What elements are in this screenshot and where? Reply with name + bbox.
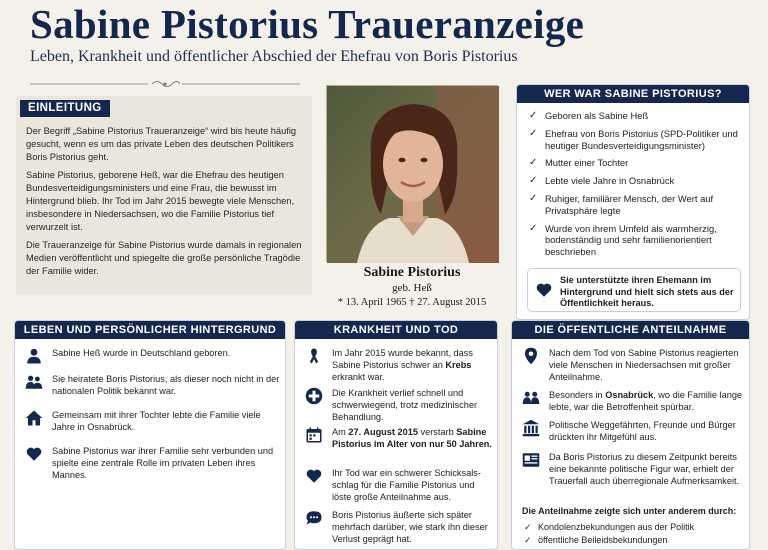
newspaper-icon xyxy=(522,451,540,469)
life-item-text: Gemeinsam mit ihrer Tochter lebte die Familie viele Jahre in Osnabrück. xyxy=(52,410,261,433)
who-list-item: ✓ Mutter einer Tochter xyxy=(527,157,747,169)
life-item-text: Sabine Heß wurde in Deutschland geboren. xyxy=(52,348,231,358)
portrait-name: Sabine Pistorius xyxy=(363,265,461,280)
intro-heading: EINLEITUNG xyxy=(20,100,110,117)
couple-icon xyxy=(25,373,43,391)
who-note-text: Sie unterstützte ihren Ehemann im Hintergrund und hielt sich stets aus der Öffentlichkeit heraus. xyxy=(560,275,734,308)
public-item-text: Politische Weggefährten, Freunde und Bürger drückten ihr Mitgefühl aus. xyxy=(549,420,736,443)
who-list-item: ✓ Geboren als Sabine Heß xyxy=(527,110,747,122)
illness-item-text: Die Krankheit verlief schnell und schwerwiegend, trotz medizinischer Behandlung. xyxy=(332,388,478,423)
intro-paragraph-3: Die Traueranzeige für Sabine Pistorius wurde damals in regionalen Medien veröffentlicht und spiegelte die große persönliche Tragödie der Familie wider. xyxy=(26,240,302,276)
ornament-divider xyxy=(30,78,300,90)
speech-bubble-icon xyxy=(305,509,323,527)
heart-icon xyxy=(305,467,323,485)
group-icon xyxy=(522,389,540,407)
public-list-item: ✓ Kondolenzbekundungen aus der Politik xyxy=(522,521,694,533)
public-list xyxy=(522,521,694,547)
public-item-text: Nach dem Tod von Sabine Pistorius reagierten viele Menschen in Niedersachsen mit großer Anteilnahme. xyxy=(549,348,739,383)
house-icon xyxy=(25,409,43,427)
portrait-dates: * 13. April 1965 † 27. August 2015 xyxy=(337,297,487,308)
ribbon-icon xyxy=(305,347,323,365)
who-list-item: ✓ Ehefrau von Boris Pistorius (SPD-Politiker und heutiger Bundesverteidigungsminister) xyxy=(527,128,747,152)
illness-item-text: Am 27. August 2015 verstarb Sabine Pistorius im Alter von nur 50 Jahren. xyxy=(332,427,492,450)
who-list-item: ✓ Wurde von ihrem Umfeld als warmherzig, bodenständig und sehr familienorientiert beschrieben xyxy=(527,223,747,258)
illness-section xyxy=(294,320,498,550)
portrait-photo xyxy=(326,85,498,262)
life-item-text: Sie heiratete Boris Pistorius, als dieser noch nicht in der nationalen Politik bekannt war. xyxy=(52,374,280,397)
page-title: Sabine Pistorius Traueranzeige xyxy=(30,1,585,47)
who-note-box xyxy=(527,268,741,312)
intro-paragraph-2: Sabine Pistorius, geborene Heß, war die Ehefrau des heutigen Bundesverteidigungsministers und eine Frau, die bewusst im Hintergrund blieb. Ihr Tod im Jahr 2015 bewegte viele Menschen, insbesondere in Niedersachsen, wo die Familie Pistorius tief verwurzelt ist. xyxy=(26,170,295,232)
public-item-text: Da Boris Pistorius zu diesem Zeitpunkt bereits eine bekannte politische Figur war, erhielt der Trauerfall auch überregionale Aufmerksamkeit. xyxy=(549,452,740,487)
public-sympathy-section xyxy=(511,320,750,550)
public-list-heading: Die Anteilnahme zeigte sich unter anderem durch: xyxy=(522,506,737,516)
who-list-item: ✓ Ruhiger, familiärer Mensch, der Wert auf Privatsphäre legte xyxy=(527,193,747,217)
who-list xyxy=(527,110,747,264)
intro-section xyxy=(16,96,312,294)
who-was-section xyxy=(516,84,750,320)
intro-paragraph-1: Der Begriff „Sabine Pistorius Traueranzeige“ wird bis heute häufig gesucht, wenn es um das private Leben des deutschen Politikers Boris Pistorius geht. xyxy=(26,126,297,162)
public-heading: DIE ÖFFENTLICHE ANTEILNAHME xyxy=(512,321,749,339)
illness-item-text: Im Jahr 2015 wurde bekannt, dass Sabine Pistorius schwer an Krebs erkrankt war. xyxy=(332,348,473,383)
illness-item-text: Boris Pistorius äußerte sich später mehrfach darüber, wie stark ihn dieser Verlust geprägt hat. xyxy=(332,510,488,545)
heart-icon xyxy=(25,445,43,463)
person-icon xyxy=(25,347,43,365)
portrait-maiden-name: geb. Heß xyxy=(392,282,432,294)
who-heading: WER WAR SABINE PISTORIUS? xyxy=(517,85,749,103)
life-heading: LEBEN UND PERSÖNLICHER HINTERGRUND xyxy=(15,321,285,339)
location-pin-icon xyxy=(522,347,540,365)
life-item-text: Sabine Pistorius war ihrer Familie sehr verbunden und spielte eine zentrale Rolle im privaten Leben ihres Mannes. xyxy=(52,446,274,481)
illness-heading: KRANKHEIT UND TOD xyxy=(295,321,497,339)
public-item-text: Besonders in Osnabrück, wo die Familie lange lebte, war die Betroffenheit spürbar. xyxy=(549,390,743,413)
page-subtitle: Leben, Krankheit und öffentlicher Abschied der Ehefrau von Boris Pistorius xyxy=(30,48,518,65)
institution-icon xyxy=(522,419,540,437)
calendar-icon xyxy=(305,426,323,444)
illness-item-text: Ihr Tod war ein schwerer Schicksals-schlag für die Familie Pistorius und löste große Anteilnahme aus. xyxy=(332,468,481,503)
life-section xyxy=(14,320,286,550)
medical-cross-icon xyxy=(305,387,323,405)
public-list-item: ✓ öffentliche Beileidsbekundungen xyxy=(522,534,694,546)
heart-icon xyxy=(535,281,553,299)
who-list-item: ✓ Lebte viele Jahre in Osnabrück xyxy=(527,175,747,187)
